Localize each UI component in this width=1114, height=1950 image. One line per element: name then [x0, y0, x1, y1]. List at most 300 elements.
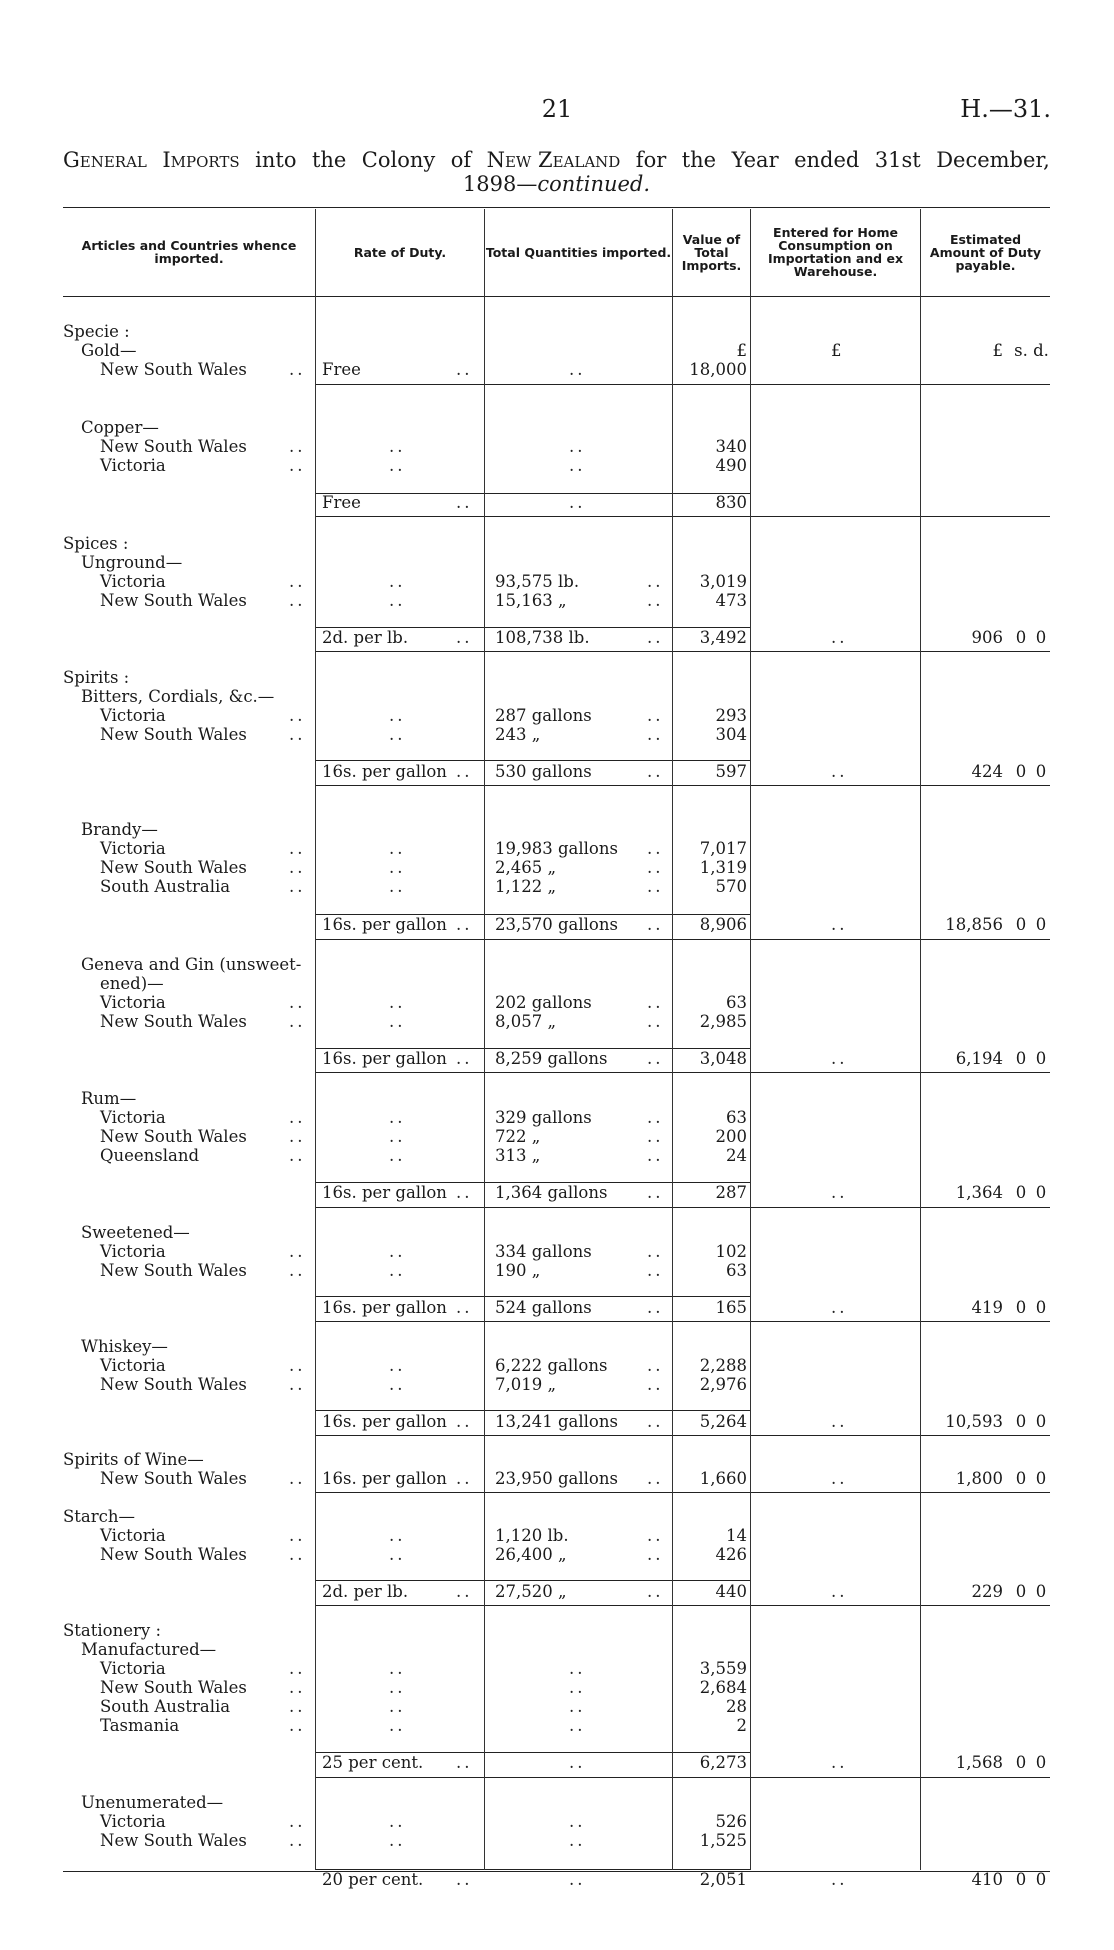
rate-cell: .. — [389, 877, 406, 896]
title-word: of — [450, 148, 472, 172]
article-label: New South Wales — [100, 725, 247, 744]
leader-dots: .. — [456, 1298, 473, 1317]
leader-dots: .. — [289, 706, 306, 725]
quantity-cell: 1,120 lb. — [495, 1526, 569, 1545]
entered-cell: .. — [831, 1469, 848, 1488]
article-label: Victoria — [100, 1659, 166, 1678]
value-cell: 24 — [726, 1146, 747, 1165]
value-cell: 63 — [726, 1261, 747, 1280]
sum-rule — [485, 1048, 672, 1049]
quantity-cell: 8,259 gallons — [495, 1049, 608, 1068]
value-cell: 5,264 — [699, 1412, 747, 1431]
value-cell: 830 — [715, 493, 747, 512]
article-label: Spirits : — [63, 668, 130, 687]
sum-rule — [485, 1869, 672, 1870]
value-cell: 2,976 — [699, 1375, 747, 1394]
duty-shillings-cell: s. — [1014, 341, 1028, 360]
table-row — [63, 322, 1050, 341]
quantity-cell: .. — [569, 456, 586, 475]
quantity-cell: .. — [569, 360, 586, 379]
article-label: Unenumerated— — [81, 1793, 224, 1812]
value-cell: 8,906 — [699, 915, 747, 934]
group-rule — [485, 1777, 672, 1778]
article-label: South Australia — [100, 1697, 231, 1716]
rate-cell: .. — [389, 1012, 406, 1031]
rate-cell: 2d. per lb. — [322, 628, 409, 647]
article-label: Specie : — [63, 322, 130, 341]
table-row — [63, 1716, 1050, 1735]
group-rule — [921, 1072, 1050, 1073]
table-row — [63, 1678, 1050, 1697]
rate-cell: .. — [389, 1716, 406, 1735]
duty-shillings-cell: 0 — [1015, 1183, 1027, 1202]
entered-cell: .. — [831, 1298, 848, 1317]
sum-rule — [316, 1580, 484, 1581]
entered-cell: .. — [831, 1870, 848, 1889]
leader-dots: .. — [289, 839, 306, 858]
value-cell: 63 — [726, 1108, 747, 1127]
leader-dots: .. — [456, 1183, 473, 1202]
group-rule — [316, 1605, 484, 1606]
rate-cell: .. — [389, 1261, 406, 1280]
title-word: for — [635, 148, 667, 172]
article-label: New South Wales — [100, 437, 247, 456]
duty-pence-cell: 0 — [1035, 762, 1047, 781]
rate-cell: .. — [389, 1831, 406, 1850]
quantity-cell: .. — [569, 437, 586, 456]
title-word: the — [681, 148, 717, 172]
rate-cell: 20 per cent. — [322, 1870, 424, 1889]
group-rule — [485, 651, 672, 652]
header-rate: Rate of Duty. — [353, 244, 447, 260]
leader-dots: .. — [456, 493, 473, 512]
leader-dots: .. — [456, 1753, 473, 1772]
leader-dots: .. — [647, 1127, 664, 1146]
group-rule — [751, 384, 920, 385]
group-rule — [921, 1777, 1050, 1778]
leader-dots: .. — [647, 1526, 664, 1545]
group-rule — [485, 1605, 672, 1606]
value-cell: 14 — [726, 1526, 747, 1545]
table-row — [63, 1146, 1050, 1165]
rate-cell: .. — [389, 1127, 406, 1146]
rate-cell: .. — [389, 1678, 406, 1697]
rate-cell: .. — [389, 993, 406, 1012]
article-label: New South Wales — [100, 591, 247, 610]
leader-dots: .. — [289, 1716, 306, 1735]
leader-dots: .. — [289, 437, 306, 456]
group-rule — [485, 1072, 672, 1073]
table-row — [63, 725, 1050, 744]
table-row — [63, 1659, 1050, 1678]
leader-dots: .. — [289, 1812, 306, 1831]
table-row — [63, 955, 1050, 974]
quantity-cell: 334 gallons — [495, 1242, 592, 1261]
title-word: the — [311, 148, 347, 172]
rate-cell: .. — [389, 456, 406, 475]
group-rule — [751, 1207, 920, 1208]
duty-pence-cell: 0 — [1035, 1183, 1047, 1202]
leader-dots: .. — [647, 1012, 664, 1031]
title-word: General — [63, 148, 147, 172]
rate-cell: .. — [389, 591, 406, 610]
leader-dots: .. — [289, 456, 306, 475]
table-row — [63, 877, 1050, 896]
quantity-cell: 13,241 gallons — [495, 1412, 618, 1431]
title-word: Year — [731, 148, 779, 172]
leader-dots: .. — [289, 1146, 306, 1165]
group-rule — [673, 384, 750, 385]
table-row — [63, 437, 1050, 456]
table-row — [63, 341, 1050, 360]
value-cell: 570 — [715, 877, 747, 896]
leader-dots: .. — [647, 1183, 664, 1202]
leader-dots: .. — [456, 1049, 473, 1068]
article-label: Unground— — [81, 553, 183, 572]
duty-pounds-cell: 424 — [971, 762, 1003, 781]
group-rule — [751, 651, 920, 652]
leader-dots: .. — [647, 1108, 664, 1127]
leader-dots: .. — [289, 858, 306, 877]
value-cell: 490 — [715, 456, 747, 475]
group-rule — [673, 1492, 750, 1493]
leader-dots: .. — [647, 1582, 664, 1601]
table-row — [63, 1223, 1050, 1242]
duty-pence-cell: 0 — [1035, 1298, 1047, 1317]
article-label: Manufactured— — [81, 1640, 217, 1659]
quantity-cell: 23,570 gallons — [495, 915, 618, 934]
leader-dots: .. — [647, 1298, 664, 1317]
duty-pounds-cell: 18,856 — [945, 915, 1003, 934]
value-cell: 597 — [715, 762, 747, 781]
table-row — [63, 1621, 1050, 1640]
leader-dots: .. — [647, 591, 664, 610]
article-label: Victoria — [100, 993, 166, 1012]
table-row — [63, 456, 1050, 475]
sum-rule — [485, 1580, 672, 1581]
table-row — [63, 915, 1050, 934]
quantity-cell: 108,738 lb. — [495, 628, 590, 647]
duty-shillings-cell: 0 — [1015, 1870, 1027, 1889]
entered-cell: .. — [831, 1183, 848, 1202]
leader-dots: .. — [289, 1127, 306, 1146]
leader-dots: .. — [647, 839, 664, 858]
leader-dots: .. — [289, 1375, 306, 1394]
entered-cell: .. — [831, 1049, 848, 1068]
table-row — [63, 1412, 1050, 1431]
article-label: New South Wales — [100, 1678, 247, 1697]
quantity-cell: .. — [569, 1831, 586, 1850]
group-rule — [316, 1207, 484, 1208]
group-rule — [673, 785, 750, 786]
leader-dots: .. — [647, 762, 664, 781]
table-row — [63, 1469, 1050, 1488]
quantity-cell: 6,222 gallons — [495, 1356, 608, 1375]
duty-pence-cell: 0 — [1035, 1753, 1047, 1772]
table-row — [63, 493, 1050, 512]
value-cell: 102 — [715, 1242, 747, 1261]
article-label: Queensland — [100, 1146, 200, 1165]
page-reference: H.—31. — [960, 95, 1051, 123]
quantity-cell: 7,019 „ — [495, 1375, 557, 1394]
table-row — [63, 974, 1050, 993]
group-rule — [921, 785, 1050, 786]
group-rule — [751, 1605, 920, 1606]
group-rule — [673, 516, 750, 517]
table-row — [63, 628, 1050, 647]
article-label: New South Wales — [100, 1375, 247, 1394]
table-row — [63, 762, 1050, 781]
table-row — [63, 668, 1050, 687]
value-cell: 2,288 — [699, 1356, 747, 1375]
group-rule — [751, 516, 920, 517]
leader-dots: .. — [289, 993, 306, 1012]
article-label: Victoria — [100, 1356, 166, 1375]
table-row — [63, 1261, 1050, 1280]
value-cell: 526 — [715, 1812, 747, 1831]
table-row — [63, 1450, 1050, 1469]
duty-shillings-cell: 0 — [1015, 762, 1027, 781]
quantity-cell: .. — [569, 1812, 586, 1831]
rate-cell: 2d. per lb. — [322, 1582, 409, 1601]
value-cell: 165 — [715, 1298, 747, 1317]
group-rule — [316, 1072, 484, 1073]
duty-pence-cell: 0 — [1035, 1412, 1047, 1431]
leader-dots: .. — [456, 915, 473, 934]
duty-pence-cell: 0 — [1035, 628, 1047, 647]
value-cell: 3,019 — [699, 572, 747, 591]
group-rule — [673, 1207, 750, 1208]
group-rule — [673, 1435, 750, 1436]
group-rule — [485, 1207, 672, 1208]
rate-cell: .. — [389, 1812, 406, 1831]
table-row — [63, 1545, 1050, 1564]
article-label: Victoria — [100, 706, 166, 725]
quantity-cell: 530 gallons — [495, 762, 592, 781]
article-label: Brandy— — [81, 820, 158, 839]
sum-rule — [316, 1410, 484, 1411]
article-label: South Australia — [100, 877, 231, 896]
rate-cell: .. — [389, 1659, 406, 1678]
sum-rule — [673, 760, 750, 761]
table-row — [63, 1697, 1050, 1716]
duty-pence-cell: 0 — [1035, 915, 1047, 934]
rate-cell: .. — [389, 1375, 406, 1394]
leader-dots: .. — [289, 591, 306, 610]
leader-dots: .. — [647, 1049, 664, 1068]
quantity-cell: 524 gallons — [495, 1298, 592, 1317]
sum-rule — [673, 493, 750, 494]
group-rule — [673, 1605, 750, 1606]
sum-rule — [673, 1410, 750, 1411]
leader-dots: .. — [456, 1412, 473, 1431]
leader-dots: .. — [647, 1469, 664, 1488]
duty-pence-cell: d. — [1033, 341, 1049, 360]
title-continued: continued. — [537, 172, 651, 196]
entered-cell: .. — [831, 1753, 848, 1772]
duty-pounds-cell: 229 — [971, 1582, 1003, 1601]
value-cell: 1,319 — [699, 858, 747, 877]
duty-shillings-cell: 0 — [1015, 915, 1027, 934]
leader-dots: .. — [647, 858, 664, 877]
group-rule — [485, 1435, 672, 1436]
table-row — [63, 1870, 1050, 1889]
quantity-cell: 1,122 „ — [495, 877, 557, 896]
rate-cell: .. — [389, 706, 406, 725]
value-cell: 7,017 — [699, 839, 747, 858]
entered-cell: .. — [831, 1412, 848, 1431]
group-rule — [485, 1321, 672, 1322]
title-word: into — [255, 148, 297, 172]
quantity-cell: 243 „ — [495, 725, 541, 744]
sum-rule — [485, 760, 672, 761]
article-label: Gold— — [81, 341, 137, 360]
rate-cell: .. — [389, 1146, 406, 1165]
group-rule — [673, 1321, 750, 1322]
value-cell: 6,273 — [699, 1753, 747, 1772]
article-label: Whiskey— — [81, 1337, 168, 1356]
leader-dots: .. — [456, 360, 473, 379]
article-label: New South Wales — [100, 1469, 247, 1488]
group-rule — [316, 516, 484, 517]
group-rule — [751, 785, 920, 786]
table-row — [63, 1375, 1050, 1394]
table-row — [63, 1337, 1050, 1356]
table-row — [63, 820, 1050, 839]
rate-cell: .. — [389, 1545, 406, 1564]
group-rule — [485, 384, 672, 385]
table-row — [63, 839, 1050, 858]
article-label: New South Wales — [100, 1127, 247, 1146]
table-row — [63, 993, 1050, 1012]
group-rule — [316, 1492, 484, 1493]
duty-shillings-cell: 0 — [1015, 1412, 1027, 1431]
leader-dots: .. — [647, 915, 664, 934]
group-rule — [751, 1492, 920, 1493]
quantity-cell: 287 gallons — [495, 706, 592, 725]
table-row — [63, 1049, 1050, 1068]
value-cell: 3,048 — [699, 1049, 747, 1068]
entered-cell: .. — [831, 762, 848, 781]
article-label: Victoria — [100, 456, 166, 475]
article-label: Copper— — [81, 418, 159, 437]
duty-pounds-cell: £ — [992, 341, 1003, 360]
value-cell: 2 — [736, 1716, 747, 1735]
quantity-cell: 313 „ — [495, 1146, 541, 1165]
quantity-cell: .. — [569, 1716, 586, 1735]
article-label: Victoria — [100, 572, 166, 591]
leader-dots: .. — [289, 1659, 306, 1678]
table-row — [63, 1793, 1050, 1812]
rate-cell: .. — [389, 437, 406, 456]
article-label: New South Wales — [100, 1831, 247, 1850]
quantity-cell: 190 „ — [495, 1261, 541, 1280]
title-word: Colony — [361, 148, 436, 172]
leader-dots: .. — [289, 1678, 306, 1697]
header-quantities: Total Quantities imported. — [485, 244, 672, 260]
duty-pence-cell: 0 — [1035, 1469, 1047, 1488]
title-word: December, — [936, 148, 1050, 172]
leader-dots: .. — [647, 877, 664, 896]
leader-dots: .. — [456, 762, 473, 781]
article-label: Victoria — [100, 1526, 166, 1545]
header-articles: Articles and Countries whence imported. — [81, 238, 297, 266]
entered-cell: £ — [831, 341, 842, 360]
title-word: Imports — [162, 148, 240, 172]
sum-rule — [316, 1752, 484, 1753]
sum-rule — [485, 1182, 672, 1183]
duty-pence-cell: 0 — [1035, 1870, 1047, 1889]
rate-cell: 16s. per gallon — [322, 915, 447, 934]
sum-rule — [316, 1182, 484, 1183]
table-row — [63, 572, 1050, 591]
duty-pence-cell: 0 — [1035, 1582, 1047, 1601]
duty-shillings-cell: 0 — [1015, 1298, 1027, 1317]
value-cell: 473 — [715, 591, 747, 610]
table-row — [63, 1507, 1050, 1526]
group-rule — [921, 384, 1050, 385]
rate-cell: .. — [389, 858, 406, 877]
group-rule — [316, 384, 484, 385]
sum-rule — [673, 914, 750, 915]
table-row — [63, 1753, 1050, 1772]
quantity-cell: 202 gallons — [495, 993, 592, 1012]
group-rule — [673, 1777, 750, 1778]
quantity-cell: 722 „ — [495, 1127, 541, 1146]
duty-pounds-cell: 6,194 — [955, 1049, 1003, 1068]
group-rule — [485, 1492, 672, 1493]
quantity-cell: .. — [569, 1678, 586, 1697]
sum-rule — [316, 627, 484, 628]
duty-pounds-cell: 10,593 — [945, 1412, 1003, 1431]
leader-dots: .. — [647, 1375, 664, 1394]
entered-cell: .. — [831, 915, 848, 934]
group-rule — [921, 1492, 1050, 1493]
quantity-cell: 26,400 „ — [495, 1545, 567, 1564]
leader-dots: .. — [289, 1261, 306, 1280]
leader-dots: .. — [289, 1242, 306, 1261]
sum-rule — [673, 1580, 750, 1581]
leader-dots: .. — [289, 1526, 306, 1545]
value-cell: 2,684 — [699, 1678, 747, 1697]
group-rule — [751, 1435, 920, 1436]
duty-pounds-cell: 1,800 — [955, 1469, 1003, 1488]
leader-dots: .. — [289, 572, 306, 591]
leader-dots: .. — [289, 725, 306, 744]
table-row — [63, 534, 1050, 553]
sum-rule — [316, 1048, 484, 1049]
duty-shillings-cell: 0 — [1015, 1049, 1027, 1068]
duty-pounds-cell: 410 — [971, 1870, 1003, 1889]
table-row — [63, 418, 1050, 437]
article-label: Spices : — [63, 534, 129, 553]
table-row — [63, 1242, 1050, 1261]
table-row — [63, 1298, 1050, 1317]
group-rule — [921, 1207, 1050, 1208]
table-row — [63, 1526, 1050, 1545]
group-rule — [921, 1321, 1050, 1322]
value-cell: 1,525 — [699, 1831, 747, 1850]
leader-dots: .. — [647, 628, 664, 647]
group-rule — [673, 651, 750, 652]
duty-shillings-cell: 0 — [1015, 1582, 1027, 1601]
rate-cell: Free — [322, 360, 361, 379]
entered-cell: .. — [831, 1582, 848, 1601]
title-word: 31st — [874, 148, 921, 172]
sum-rule — [485, 1752, 672, 1753]
value-cell: 287 — [715, 1183, 747, 1202]
value-cell: 200 — [715, 1127, 747, 1146]
